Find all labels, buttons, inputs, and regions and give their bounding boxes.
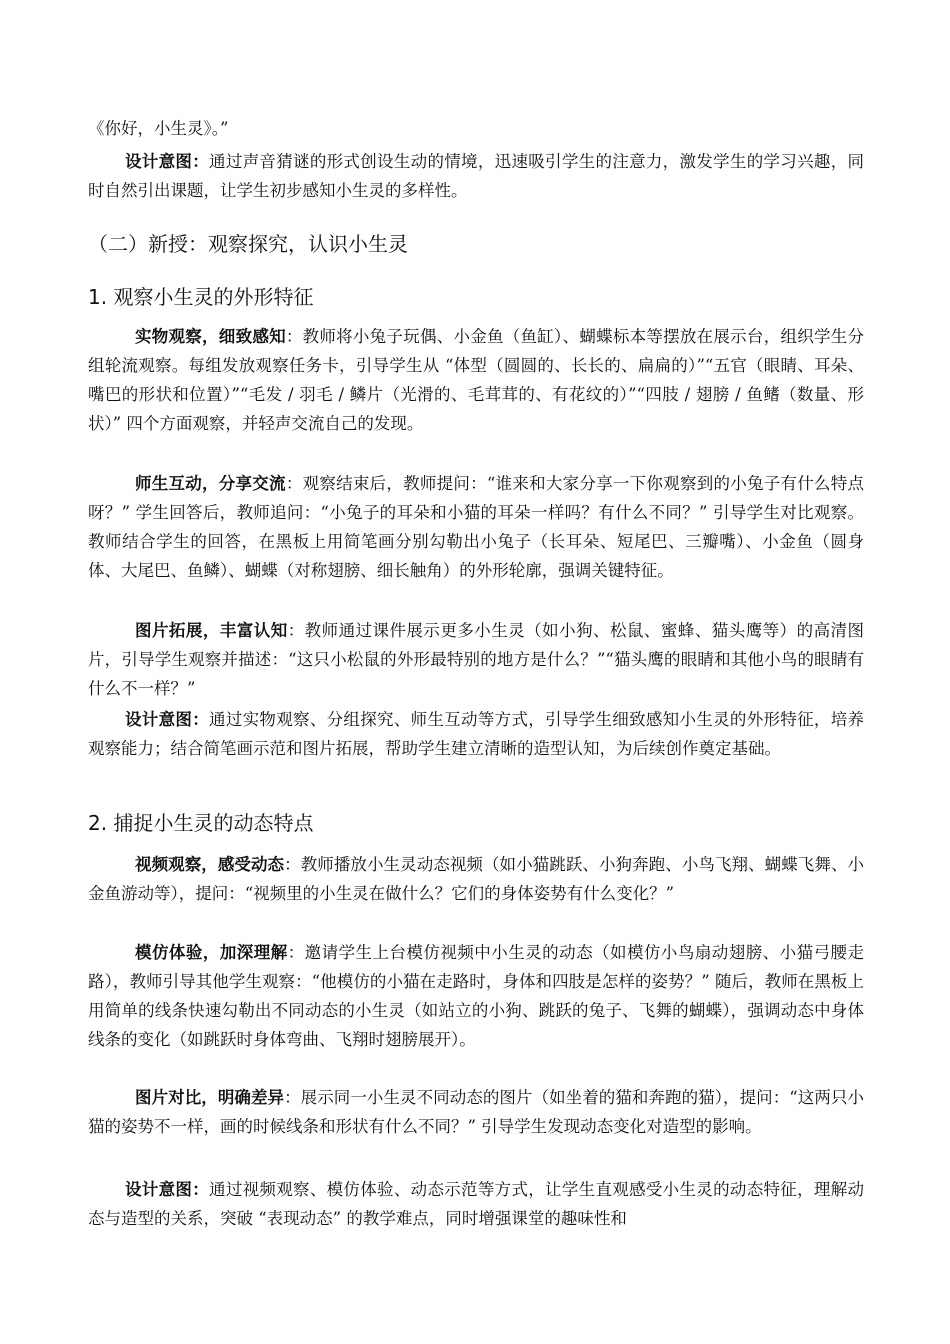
paragraph-imitation-experience (88, 938, 864, 1054)
paragraph-teacher-student-interaction (88, 469, 864, 585)
paragraph-label: 视频观察，感受动态 (135, 855, 285, 874)
design-intent-text: 通过实物观察、分组探究、师生互动等方式，引导学生细致感知小生灵的外形特征，培养观察能力；结合简笔画示范和图片拓展，帮助学生建立清晰的造型认知，为后续创作奠定基础。 (88, 710, 865, 758)
section-heading-new-lesson: （二）新授：观察探究，认识小生灵 (88, 232, 408, 256)
paragraph-label: 模仿体验，加深理解 (135, 943, 288, 962)
intro-tail: 《你好，小生灵》。” (88, 119, 229, 138)
paragraph-text: ：展示同一小生灵不同动态的图片（如坐着的猫和奔跑的猫），提问：“这两只小猫的姿势不一样，画的时候线条和形状有什么不同？” 引导学生发现动态变化对造型的影响。 (88, 1088, 865, 1136)
intro-design-intent (88, 147, 864, 205)
part1-design-intent (88, 705, 864, 763)
paragraph-label: 实物观察，细致感知 (135, 327, 286, 346)
paragraph-image-extension (88, 616, 864, 703)
design-intent-label: 设计意图： (125, 710, 210, 729)
paragraph-text: ：教师通过课件展示更多小生灵（如小狗、松鼠、蜜蜂、猫头鹰等）的高清图片，引导学生观察并描述：“这只小松鼠的外形最特别的地方是什么？”“猫头鹰的眼睛和其他小鸟的眼睛有什么不一样？” (88, 621, 865, 698)
design-intent-text: 通过声音猜谜的形式创设生动的情境，迅速吸引学生的注意力，激发学生的学习兴趣，同时自然引出课题，让学生初步感知小生灵的多样性。 (88, 152, 865, 200)
paragraph-video-observation (88, 850, 864, 908)
design-intent-text: 通过视频观察、模仿体验、动态示范等方式，让学生直观感受小生灵的动态特征，理解动态与造型的关系，突破 “表现动态” 的教学难点，同时增强课堂的趣味性和 (88, 1180, 865, 1228)
paragraph-label: 图片对比，明确差异 (135, 1088, 285, 1107)
subsection-heading-shape: 1. 观察小生灵的外形特征 (88, 285, 314, 309)
paragraph-text: ：邀请学生上台模仿视频中小生灵的动态（如模仿小鸟扇动翅膀、小猫弓腰走路），教师引导其他学生观察：“他模仿的小猫在走路时，身体和四肢是怎样的姿势？” 随后，教师在黑板上用简单的线条快速勾勒出不同动态的小生灵（如站立的小狗、跳跃的兔子、飞舞的蝴蝶），强调动态中身体线条的变化（如跳跃时身体弯曲、飞翔时翅膀展开）。 (88, 943, 865, 1049)
design-intent-label: 设计意图： (125, 152, 210, 171)
paragraph-label: 师生互动，分享交流 (135, 474, 286, 493)
paragraph-text: ：教师将小兔子玩偶、小金鱼（鱼缸）、蝴蝶标本等摆放在展示台，组织学生分组轮流观察。每组发放观察任务卡，引导学生从 “体型（圆圆的、长长的、扁扁的）”“五官（眼睛、耳朵、嘴巴的形状和位置）”“毛发 / 羽毛 / 鳞片（光滑的、毛茸茸的、有花纹的）”“四肢 / 翅膀 / 鱼鳍（数量、形状）” 四个方面观察，并轻声交流自己的发现。 (88, 327, 865, 433)
paragraph-physical-observation (88, 322, 864, 438)
paragraph-label: 图片拓展，丰富认知 (135, 621, 288, 640)
subsection-heading-motion: 2. 捕捉小生灵的动态特点 (88, 811, 314, 835)
part2-design-intent (88, 1175, 864, 1233)
paragraph-text: ：教师播放小生灵动态视频（如小猫跳跃、小狗奔跑、小鸟飞翔、蝴蝶飞舞、小金鱼游动等），提问：“视频里的小生灵在做什么？它们的身体姿势有什么变化？” (88, 855, 865, 903)
paragraph-text: ：观察结束后，教师提问：“谁来和大家分享一下你观察到的小兔子有什么特点呀？” 学生回答后，教师追问：“小兔子的耳朵和小猫的耳朵一样吗？有什么不同？” 引导学生对比观察。教师结合学生的回答，在黑板上用简笔画分别勾勒出小兔子（长耳朵、短尾巴、三瓣嘴）、小金鱼（圆身体、大尾巴、鱼鳞）、蝴蝶（对称翅膀、细长触角）的外形轮廓，强调关键特征。 (88, 474, 865, 580)
paragraph-image-comparison (88, 1083, 864, 1141)
intro-tail-text (88, 114, 864, 143)
design-intent-label: 设计意图： (125, 1180, 210, 1199)
